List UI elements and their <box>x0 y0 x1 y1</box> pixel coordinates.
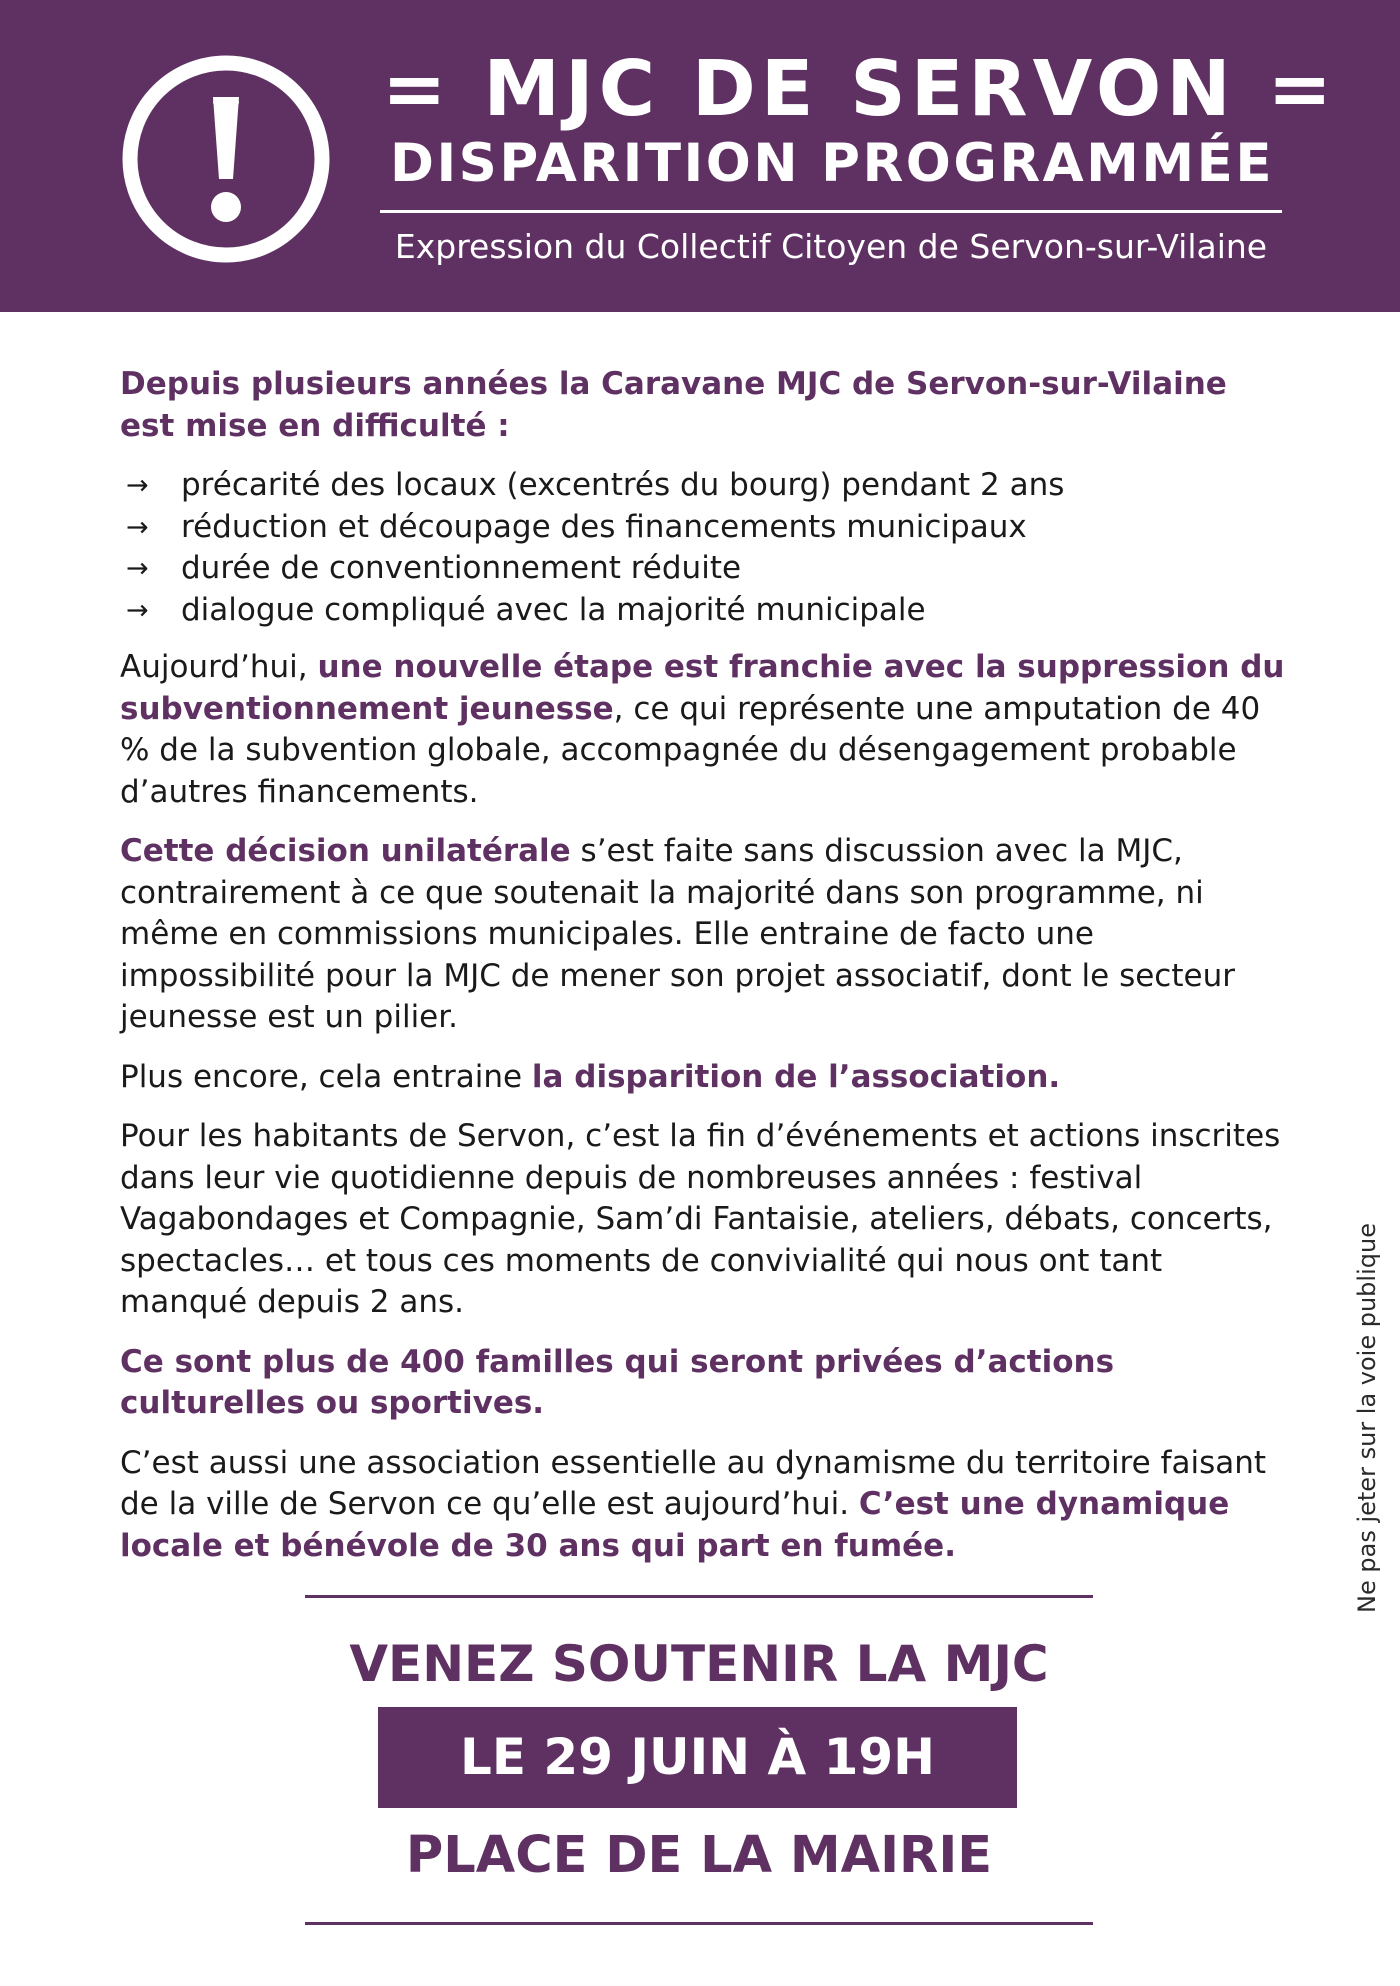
list-item <box>120 465 1290 507</box>
paragraph-text: Plus encore, cela entraine <box>120 1058 532 1095</box>
paragraph-text: C’est aussi une association essentielle au dynamisme du territoire faisant de la ville de Servon ce qu’elle est aujourd’hui. <box>120 1444 1267 1522</box>
highlight-text: C’est une dynamique locale et bénévole de 30 ans qui part en fumée. <box>120 1486 1230 1564</box>
body-text <box>120 364 1290 1585</box>
side-note: Ne pas jeter sur la voie publique <box>1353 1223 1381 1613</box>
tagline: Expression du Collectif Citoyen de Servon-sur-Vilaine <box>394 227 1268 266</box>
highlight-text: la disparition de l’association. <box>531 1058 1061 1095</box>
page-title: = MJC DE SERVON = <box>382 45 1338 134</box>
paragraph-residents: Pour les habitants de Servon, c’est la fin d’événements et actions inscrites dans leur vie quotidienne depuis de nombreuses années : festival Vagabondages et Compagnie, Sam’di Fantaisie, ateliers, débats, concerts, spectacles… et tous ces moments de convivialité qui nous ont tant manqué depuis 2 ans. <box>120 1118 1281 1320</box>
difficulty-list <box>120 465 1290 631</box>
cta-date-box: LE 29 JUIN À 19H <box>378 1707 1017 1808</box>
title-divider <box>380 210 1282 213</box>
list-item-text: dialogue compliqué avec la majorité municipale <box>181 591 926 628</box>
paragraph-families: Ce sont plus de 400 familles qui seront privées d’actions culturelles ou sportives. <box>120 1343 1115 1421</box>
page-subtitle: DISPARITION PROGRAMMÉE <box>389 133 1275 194</box>
header-banner <box>0 0 1400 312</box>
cta-headline: VENEZ SOUTENIR LA MJC <box>349 1635 1049 1693</box>
arrow-right-icon: → <box>126 470 149 501</box>
paragraph-dynamism <box>120 1443 1290 1568</box>
exclamation-circle-icon <box>120 53 332 265</box>
list-item <box>120 507 1290 549</box>
intro-text: Depuis plusieurs années la Caravane MJC de Servon-sur-Vilaine est mise en difficulté : <box>120 366 1227 444</box>
arrow-right-icon: → <box>126 511 149 543</box>
list-item-text: précarité des locaux (excentrés du bourg) pendant 2 ans <box>181 467 1065 503</box>
cta-divider-bottom <box>305 1922 1093 1925</box>
highlight-text: Cette décision unilatérale <box>120 833 571 869</box>
list-item <box>120 590 1290 632</box>
paragraph-text: s’est faite sans discussion avec la MJC, contrairement à ce que soutenait la majorité dans son programme, ni même en commissions municipales. Elle entraine de facto une impossibilité pour la MJC de mener son projet associatif, dont le secteur jeunesse est un pilier. <box>120 833 1235 1035</box>
paragraph-decision <box>120 831 1290 1039</box>
list-item <box>120 548 1290 590</box>
paragraph-subsidy <box>120 647 1290 813</box>
cta-location: PLACE DE LA MAIRIE <box>405 1826 993 1885</box>
highlight-text: une nouvelle étape est franchie avec la suppression du subventionnement jeunesse <box>120 649 1285 727</box>
list-item-text: durée de conventionnement réduite <box>181 550 742 586</box>
paragraph-text: , ce qui représente une amputation de 40 % de la subvention globale, accompagnée du désengagement probable d’autres financements. <box>120 690 1261 810</box>
paragraph-disappearance <box>120 1057 1290 1099</box>
cta-divider-top <box>305 1595 1093 1598</box>
paragraph-text: Aujourd’hui, <box>120 649 318 685</box>
arrow-right-icon: → <box>126 594 149 626</box>
arrow-right-icon: → <box>126 553 149 584</box>
list-item-text: réduction et découpage des financements municipaux <box>181 508 1027 545</box>
